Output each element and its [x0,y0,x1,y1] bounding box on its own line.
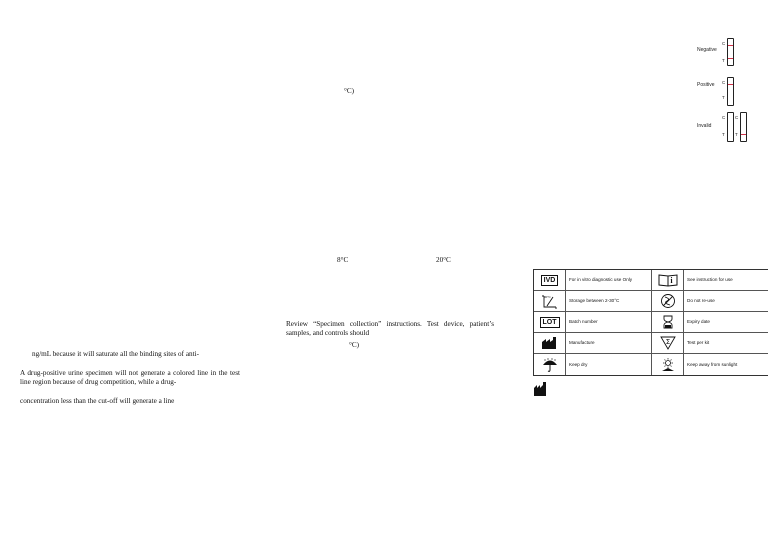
control-line [728,84,733,85]
symbols-table [533,269,768,376]
negative-label: Negative [697,47,717,53]
test-letter: T [722,95,725,100]
factory-icon [534,333,566,354]
instruction-book-icon [652,270,684,291]
negative-test-strip [727,38,734,66]
temp-celsius-bottom: °C) [349,341,360,349]
temp-8c: 8°C [337,256,349,264]
umbrella-icon [534,354,566,375]
invalid-label: Invalid [697,123,712,129]
test-letter: T [722,58,725,63]
temp-celsius-top: °C) [344,87,355,95]
positive-paragraph: A drug-positive urine specimen will not generate a colored line in the test line region because of drug competition, while a drug- [20,369,240,386]
test-line [728,58,733,59]
storage-description: Storage between 2-30°C [569,298,620,304]
ivd-icon: IVD [534,270,566,291]
tests-per-kit-icon [652,333,684,354]
invalid-test-strip-no-lines [727,112,734,142]
instruction-description: See instruction for use [687,277,733,283]
hourglass-icon [652,312,684,333]
sunlight-description: Keep away from sunlight [687,361,738,367]
cutoff-text: ng/mL because it will saturate all the binding sites of anti- [32,350,200,358]
positive-label: Positive [697,82,715,88]
invalid-test-strip-test-only [740,112,747,142]
manufacture-description: Manufacture [569,340,595,346]
thermometer-icon [534,291,566,312]
control-letter: C [722,80,726,85]
manufacturer-icon [533,381,549,402]
tests-per-kit-description: Test per kit [687,340,710,346]
svg-text:Σ: Σ [665,338,670,346]
positive-test-strip [727,77,734,106]
reuse-description: Do not re-use [687,298,715,304]
test-line [741,134,746,135]
sunlight-icon [652,354,684,375]
temp-20c: 20°C [436,256,451,264]
ivd-description: For in vitro diagnostic use Only [569,277,633,283]
test-letter: T [735,132,738,137]
expiry-description: Expiry date [687,319,710,325]
svg-text:i: i [669,276,673,285]
control-letter: C [722,115,726,120]
lot-icon: LOT [534,312,566,333]
keep-dry-description: Keep dry [569,361,588,367]
control-line [728,45,733,46]
batch-description: Batch number [569,319,598,325]
control-letter: C [722,41,726,46]
test-letter: T [722,132,725,137]
negative-paragraph: concentration less than the cut-off will generate a line [20,397,175,405]
svg-text:30°C: 30°C [543,295,551,299]
do-not-reuse-icon [652,291,684,312]
review-specimen-text: Review “Specimen collection” instructions. Test device, patient’s samples, and controls should [286,320,494,337]
control-letter: C [735,115,739,120]
